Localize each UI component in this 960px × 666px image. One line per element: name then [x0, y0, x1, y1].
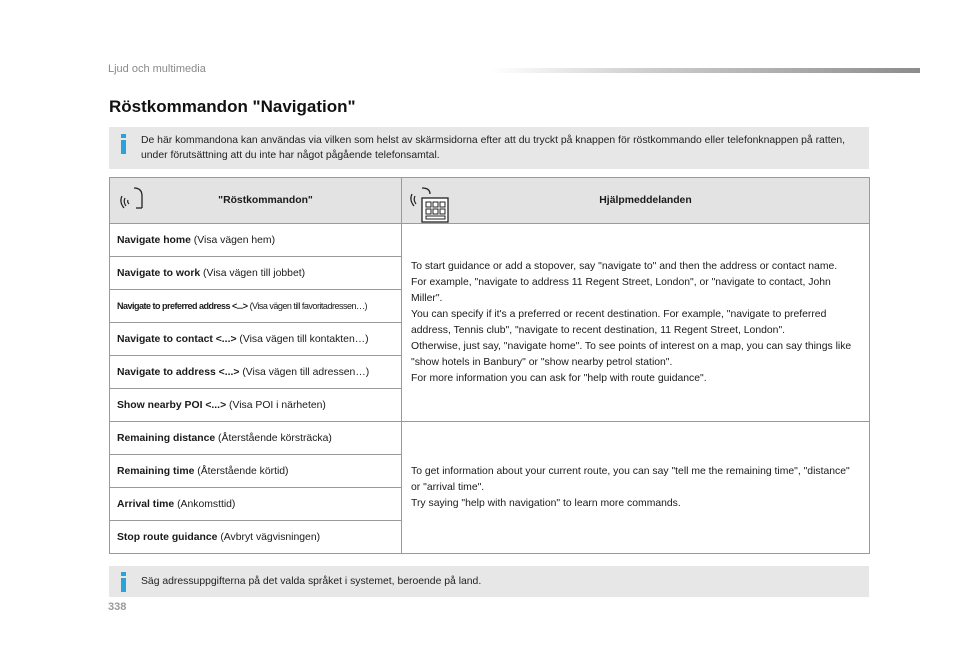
- help-line: For example, "navigate to address 11 Regent Street, London", or "navigate to contact, John Miller".: [411, 276, 831, 304]
- help-line: For more information you can ask for "help with route guidance".: [411, 372, 707, 384]
- help-line: Try saying "help with navigation" to learn more commands.: [411, 497, 681, 509]
- command-remaining-distance: [110, 422, 402, 455]
- table-header-row: [110, 178, 870, 224]
- col-header-commands: [110, 178, 402, 224]
- help-message-route-info: [402, 422, 870, 554]
- help-message-navigation: [402, 224, 870, 422]
- bottom-note-text: Säg adressuppgifterna på det valda språket i systemet, beroende på land.: [141, 576, 482, 587]
- command-name: Navigate home: [117, 234, 191, 246]
- command-name: Navigate to address <...>: [117, 366, 240, 378]
- top-info-note: [109, 127, 869, 169]
- command-remaining-time: [110, 455, 402, 488]
- command-name: Stop route guidance: [117, 531, 218, 543]
- command-translation: (Återstående körtid): [194, 465, 289, 477]
- info-icon: [120, 572, 127, 592]
- help-messages-icon: [408, 184, 450, 224]
- command-translation: (Visa vägen till kontakten…): [236, 333, 369, 345]
- voice-command-icon: [116, 184, 146, 214]
- help-line: Otherwise, just say, "navigate home". To see points of interest on a map, you can say things like "show hotels in Banbury" or "show nearby petrol station".: [411, 340, 852, 368]
- section-label: Ljud och multimedia: [108, 63, 206, 75]
- help-line: To start guidance or add a stopover, say "navigate to" and then the address or contact name.: [411, 260, 838, 272]
- info-icon: [120, 134, 127, 154]
- command-navigate-to-contact: [110, 323, 402, 356]
- command-name: Remaining time: [117, 465, 195, 477]
- command-arrival-time: [110, 488, 402, 521]
- command-stop-route-guidance: [110, 521, 402, 554]
- page-number: 338: [108, 601, 127, 613]
- command-translation: (Visa vägen till favoritadressen…): [247, 301, 367, 311]
- top-note-text: De här kommandona kan användas via vilken som helst av skärmsidorna efter att du tryckt på knappen för röstkommando eller telefonknappen på ratten, under förutsättning att du inte har något pågående telefonsamtal.: [141, 135, 846, 161]
- page-title: Röstkommandon "Navigation": [109, 97, 356, 116]
- voice-commands-table: [109, 177, 870, 554]
- command-translation: (Avbryt vägvisningen): [217, 531, 321, 543]
- command-translation: (Visa vägen hem): [190, 234, 276, 246]
- bottom-info-note: [109, 566, 869, 597]
- command-translation: (Visa vägen till adressen…): [239, 366, 370, 378]
- command-translation: (Återstående körsträcka): [215, 432, 332, 444]
- command-navigate-home: [110, 224, 402, 257]
- command-translation: (Visa POI i närheten): [226, 399, 326, 411]
- command-show-nearby-poi: [110, 389, 402, 422]
- table-row: [110, 224, 870, 257]
- col-header-help-label: Hjälpmeddelanden: [599, 195, 692, 206]
- command-navigate-preferred-address: [110, 290, 402, 323]
- command-navigate-to-work: [110, 257, 402, 290]
- command-name: Navigate to preferred address <...>: [117, 301, 248, 311]
- table-row: [110, 422, 870, 455]
- command-navigate-to-address: [110, 356, 402, 389]
- col-header-commands-label: "Röstkommandon": [218, 195, 313, 206]
- command-name: Navigate to contact <...>: [117, 333, 237, 345]
- command-name: Navigate to work: [117, 267, 201, 279]
- command-name: Remaining distance: [117, 432, 216, 444]
- help-line: You can specify if it's a preferred or recent destination. For example, "navigate to preferred address, Tennis club", "navigate to recent destination, 11 Regent Street, London".: [411, 308, 827, 336]
- help-line: To get information about your current route, you can say "tell me the remaining time", "distance" or "arrival time".: [411, 465, 850, 493]
- command-translation: (Ankomsttid): [174, 498, 236, 510]
- command-translation: (Visa vägen till jobbet): [200, 267, 306, 279]
- header-rule: [490, 68, 920, 73]
- command-name: Show nearby POI <...>: [117, 399, 227, 411]
- command-name: Arrival time: [117, 498, 175, 510]
- col-header-help: [402, 178, 870, 224]
